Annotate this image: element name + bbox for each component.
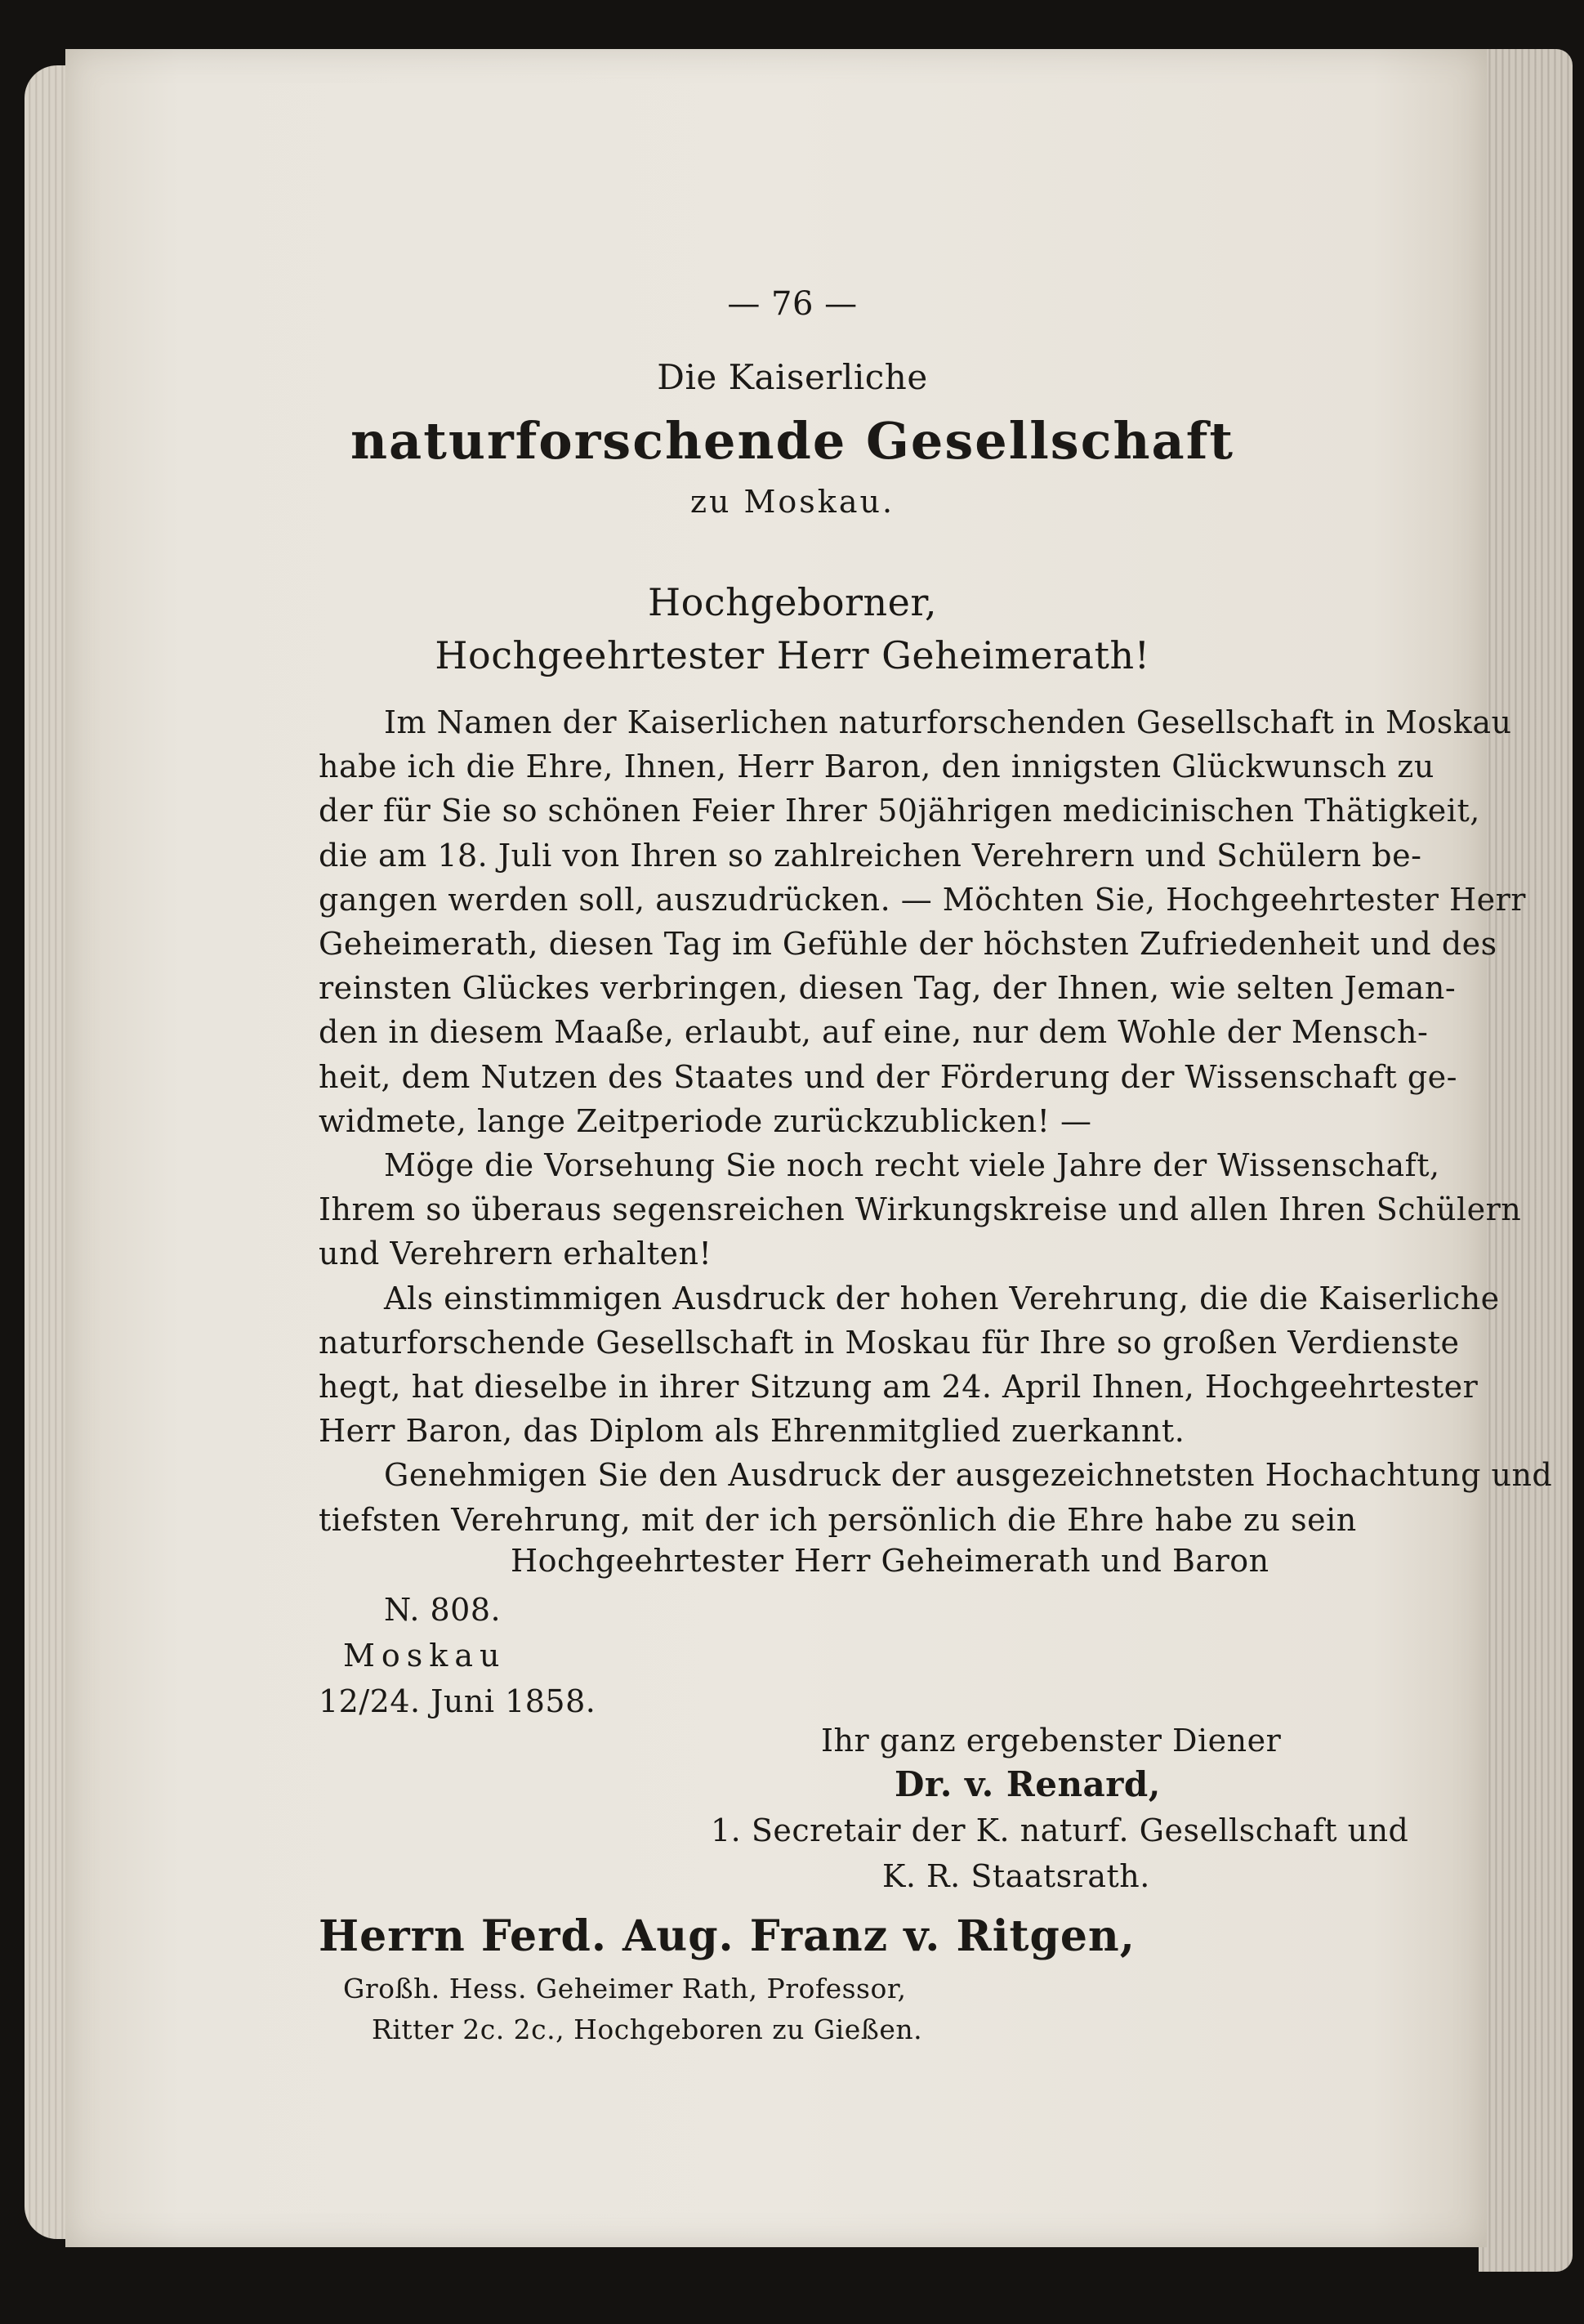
addressee-line-2: Großh. Hess. Geheimer Rath, Professor,	[343, 1973, 907, 2004]
salutation-line-1: Hochgeborner,	[648, 580, 937, 624]
signature-line-1: Ihr ganz ergebenster Diener	[821, 1723, 1282, 1759]
salutation-line-2: Hochgeehrtester Herr Geheimerath!	[435, 633, 1150, 677]
body-line: Herr Baron, das Diplom als Ehrenmitglied zuerkannt.	[319, 1413, 1185, 1449]
body-line: Im Namen der Kaiserlichen naturforschenden Gesellschaft in Moskau	[384, 704, 1512, 740]
body-line: und Verehrern erhalten!	[319, 1236, 712, 1271]
page-number: — 76 —	[727, 285, 858, 323]
signature-line-4: K. R. Staatsrath.	[882, 1858, 1150, 1894]
body-line: die am 18. Juli von Ihren so zahlreichen Verehrern und Schülern be-	[319, 838, 1422, 874]
addressee-line-3: Ritter 2c. 2c., Hochgeboren zu Gießen.	[372, 2013, 923, 2045]
reference-place: Moskau	[343, 1638, 506, 1674]
body-line: Ihrem so überaus segensreichen Wirkungskreise und allen Ihren Schülern	[319, 1191, 1522, 1227]
body-line: heit, dem Nutzen des Staates und der Förderung der Wissenschaft ge-	[319, 1059, 1457, 1095]
heading-line-3: zu Moskau.	[689, 484, 895, 520]
body-line: tiefsten Verehrung, mit der ich persönlich die Ehre habe zu sein	[319, 1502, 1357, 1538]
body-line: den in diesem Maaße, erlaubt, auf eine, nur dem Wohle der Mensch-	[319, 1014, 1429, 1050]
heading-line-2: naturforschende Gesellschaft	[350, 411, 1235, 471]
body-line: der für Sie so schönen Feier Ihrer 50jährigen medicinischen Thätigkeit,	[319, 793, 1480, 829]
body-line: naturforschende Gesellschaft in Moskau für Ihre so großen Verdienste	[319, 1325, 1460, 1361]
body-line: widmete, lange Zeitperiode zurückzublicken! —	[319, 1103, 1092, 1139]
signature-line-3: 1. Secretair der K. naturf. Gesellschaft und	[711, 1812, 1409, 1848]
body-line: Möge die Vorsehung Sie noch recht viele Jahre der Wissenschaft,	[384, 1147, 1440, 1183]
signature-name: Dr. v. Renard,	[895, 1764, 1161, 1804]
body-line: hegt, hat dieselbe in ihrer Sitzung am 24. April Ihnen, Hochgeehrtester	[319, 1369, 1479, 1405]
body-line: gangen werden soll, auszudrücken. — Möchten Sie, Hochgeehrtester Herr	[319, 882, 1526, 918]
body-line: Geheimerath, diesen Tag im Gefühle der höchsten Zufriedenheit und des	[319, 926, 1497, 962]
body-line: habe ich die Ehre, Ihnen, Herr Baron, den innigsten Glückwunsch zu	[319, 749, 1435, 784]
closing-line: Hochgeehrtester Herr Geheimerath und Baron	[511, 1543, 1269, 1579]
reference-date: 12/24. Juni 1858.	[319, 1683, 596, 1719]
body-line: Als einstimmigen Ausdruck der hohen Verehrung, die die Kaiserliche	[384, 1280, 1500, 1316]
reference-number: N. 808.	[384, 1592, 502, 1628]
body-line: reinsten Glückes verbringen, diesen Tag, der Ihnen, wie selten Jeman-	[319, 970, 1457, 1006]
body-line: Genehmigen Sie den Ausdruck der ausgezeichnetsten Hochachtung und	[384, 1457, 1553, 1493]
addressee-name: Herrn Ferd. Aug. Franz v. Ritgen,	[319, 1911, 1136, 1961]
heading-line-1: Die Kaiserliche	[657, 357, 928, 397]
